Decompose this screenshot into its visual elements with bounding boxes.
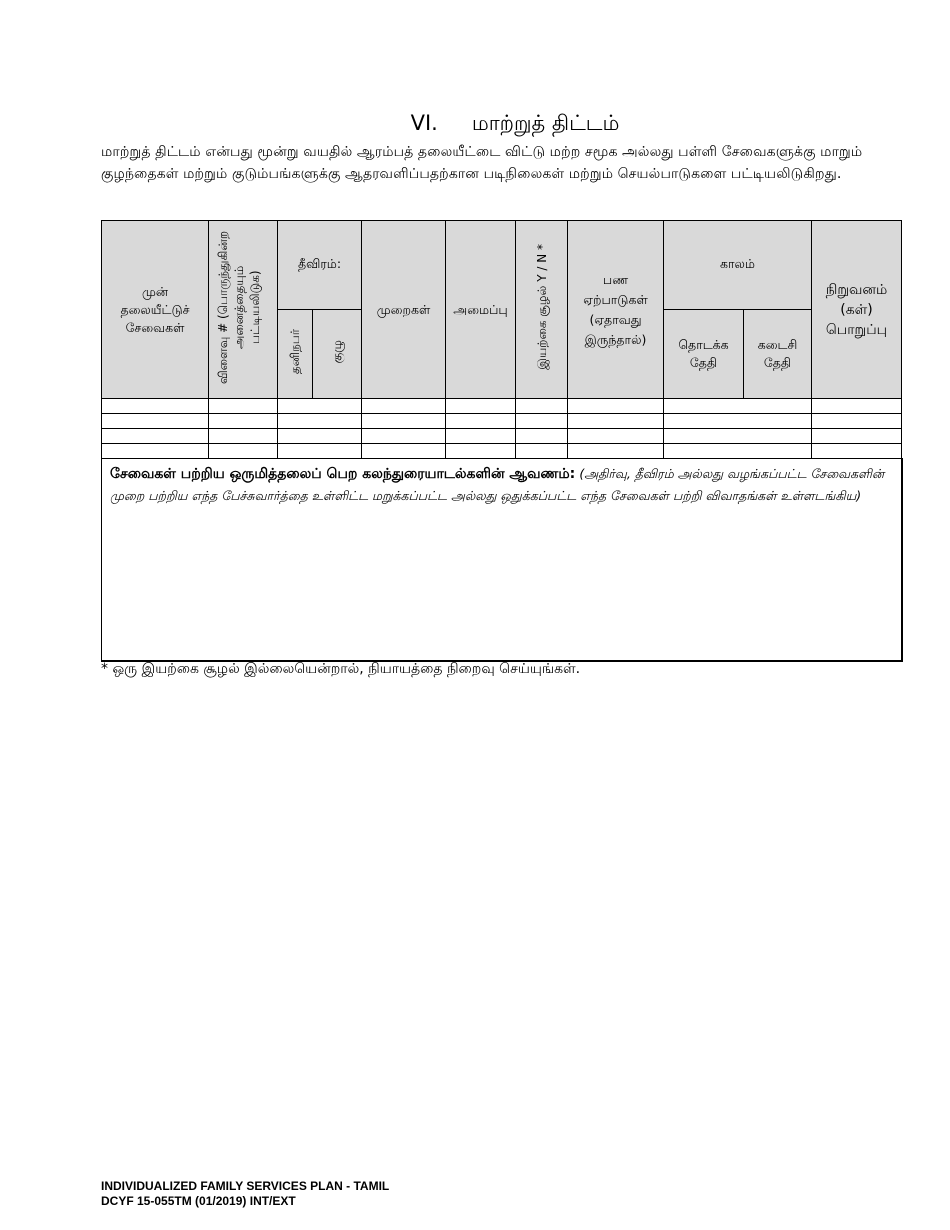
header-outcome: விளைவு # (பொருந்துகின்ற அனைத்தையும் பட்டியலிடுக)	[209, 221, 278, 399]
footer-form-title: INDIVIDUALIZED FAMILY SERVICES PLAN - TAMIL	[101, 1179, 390, 1193]
table-cell[interactable]	[102, 429, 209, 444]
header-funding: பண ஏற்பாடுகள் (ஏதாவது இருந்தால்)	[568, 221, 664, 399]
table-cell[interactable]	[664, 444, 812, 459]
notes-label: சேவைகள் பற்றிய ஒருமித்தலைப் பெற கலந்துரையாடல்களின் ஆவணம்:	[110, 466, 576, 482]
intro-paragraph: மாற்றுத் திட்டம் என்பது மூன்று வயதில் ஆரம்பத் தலையீட்டை விட்டு மற்ற சமூக அல்லது பள்ளி சேவைகளுக்கு மாறும் குழந்தைகள் மற்றும் குடும்பங்களுக்கு ஆதரவளிப்பதற்கான படிநிலைகள் மற்றும் செயல்பாடுகளை பட்டியலிடுகிறது.	[101, 144, 863, 182]
transition-plan-table	[101, 220, 903, 662]
table-cell[interactable]	[812, 429, 902, 444]
table-cell[interactable]	[446, 399, 516, 414]
table-cell[interactable]	[516, 429, 568, 444]
header-intensity-individual: தனிநபர்	[278, 310, 313, 399]
header-natural-environment: இயற்கை சூழல் Y / N *	[516, 221, 568, 399]
notes-hint: (அதிர்வு, தீவிரம் அல்லது வழங்கப்பட்ட சேவைகளின் முறை பற்றிய எந்த பேச்சுவார்த்தை உள்ளிட்ட மறுக்கப்பட்ட அல்லது ஒதுக்கப்பட்ட எந்த சேவைகள் பற்றி விவாதங்கள் உள்ளடங்கிய)	[110, 466, 885, 503]
table-cell[interactable]	[278, 414, 362, 429]
table-cell[interactable]	[568, 429, 664, 444]
table-cell[interactable]	[664, 399, 812, 414]
header-prior-services: முன் தலையீட்டுச் சேவைகள்	[102, 221, 209, 399]
table-cell[interactable]	[102, 414, 209, 429]
header-end-date: கடைசி தேதி	[744, 310, 812, 399]
table-cell[interactable]	[102, 399, 209, 414]
table-cell[interactable]	[278, 429, 362, 444]
table-cell[interactable]	[812, 414, 902, 429]
form-footer	[101, 1179, 389, 1209]
table-cell[interactable]	[278, 444, 362, 459]
table-cell[interactable]	[362, 399, 446, 414]
footer-form-number: DCYF 15-055TM (01/2019) INT/EXT	[101, 1194, 296, 1208]
discussion-notes-field[interactable]	[102, 459, 902, 662]
table-row	[102, 414, 902, 429]
table-cell[interactable]	[446, 444, 516, 459]
section-title: மாற்றுத் திட்டம்	[471, 111, 620, 135]
header-methods: முறைகள்	[362, 221, 446, 399]
table-cell[interactable]	[209, 399, 278, 414]
table-cell[interactable]	[516, 414, 568, 429]
header-start-date: தொடக்க தேதி	[664, 310, 744, 399]
table-cell[interactable]	[516, 399, 568, 414]
table-cell[interactable]	[516, 444, 568, 459]
header-setting: அமைப்பு	[446, 221, 516, 399]
table-cell[interactable]	[102, 444, 209, 459]
table-cell[interactable]	[362, 414, 446, 429]
table-cell[interactable]	[446, 429, 516, 444]
table-cell[interactable]	[664, 414, 812, 429]
table-cell[interactable]	[568, 399, 664, 414]
footnote: * ஒரு இயற்கை சூழல் இல்லையென்றால், நியாயத்தை நிறைவு செய்யுங்கள்.	[101, 661, 581, 677]
table-cell[interactable]	[812, 444, 902, 459]
table-cell[interactable]	[278, 399, 362, 414]
section-number: VI.	[410, 111, 438, 135]
table-cell[interactable]	[664, 429, 812, 444]
table-cell[interactable]	[446, 414, 516, 429]
header-agency: நிறுவனம் (கள்) பொறுப்பு	[812, 221, 902, 399]
table-row	[102, 444, 902, 459]
header-duration: காலம்	[664, 221, 812, 310]
table-cell[interactable]	[362, 444, 446, 459]
table-cell[interactable]	[209, 429, 278, 444]
header-intensity: தீவிரம்:	[278, 221, 362, 310]
table-cell[interactable]	[209, 414, 278, 429]
table-cell[interactable]	[362, 429, 446, 444]
table-cell[interactable]	[209, 444, 278, 459]
table-cell[interactable]	[812, 399, 902, 414]
table-row	[102, 429, 902, 444]
header-intensity-group: குழு	[313, 310, 362, 399]
table-row	[102, 399, 902, 414]
section-heading	[0, 110, 950, 136]
table-cell[interactable]	[568, 444, 664, 459]
table-cell[interactable]	[568, 414, 664, 429]
